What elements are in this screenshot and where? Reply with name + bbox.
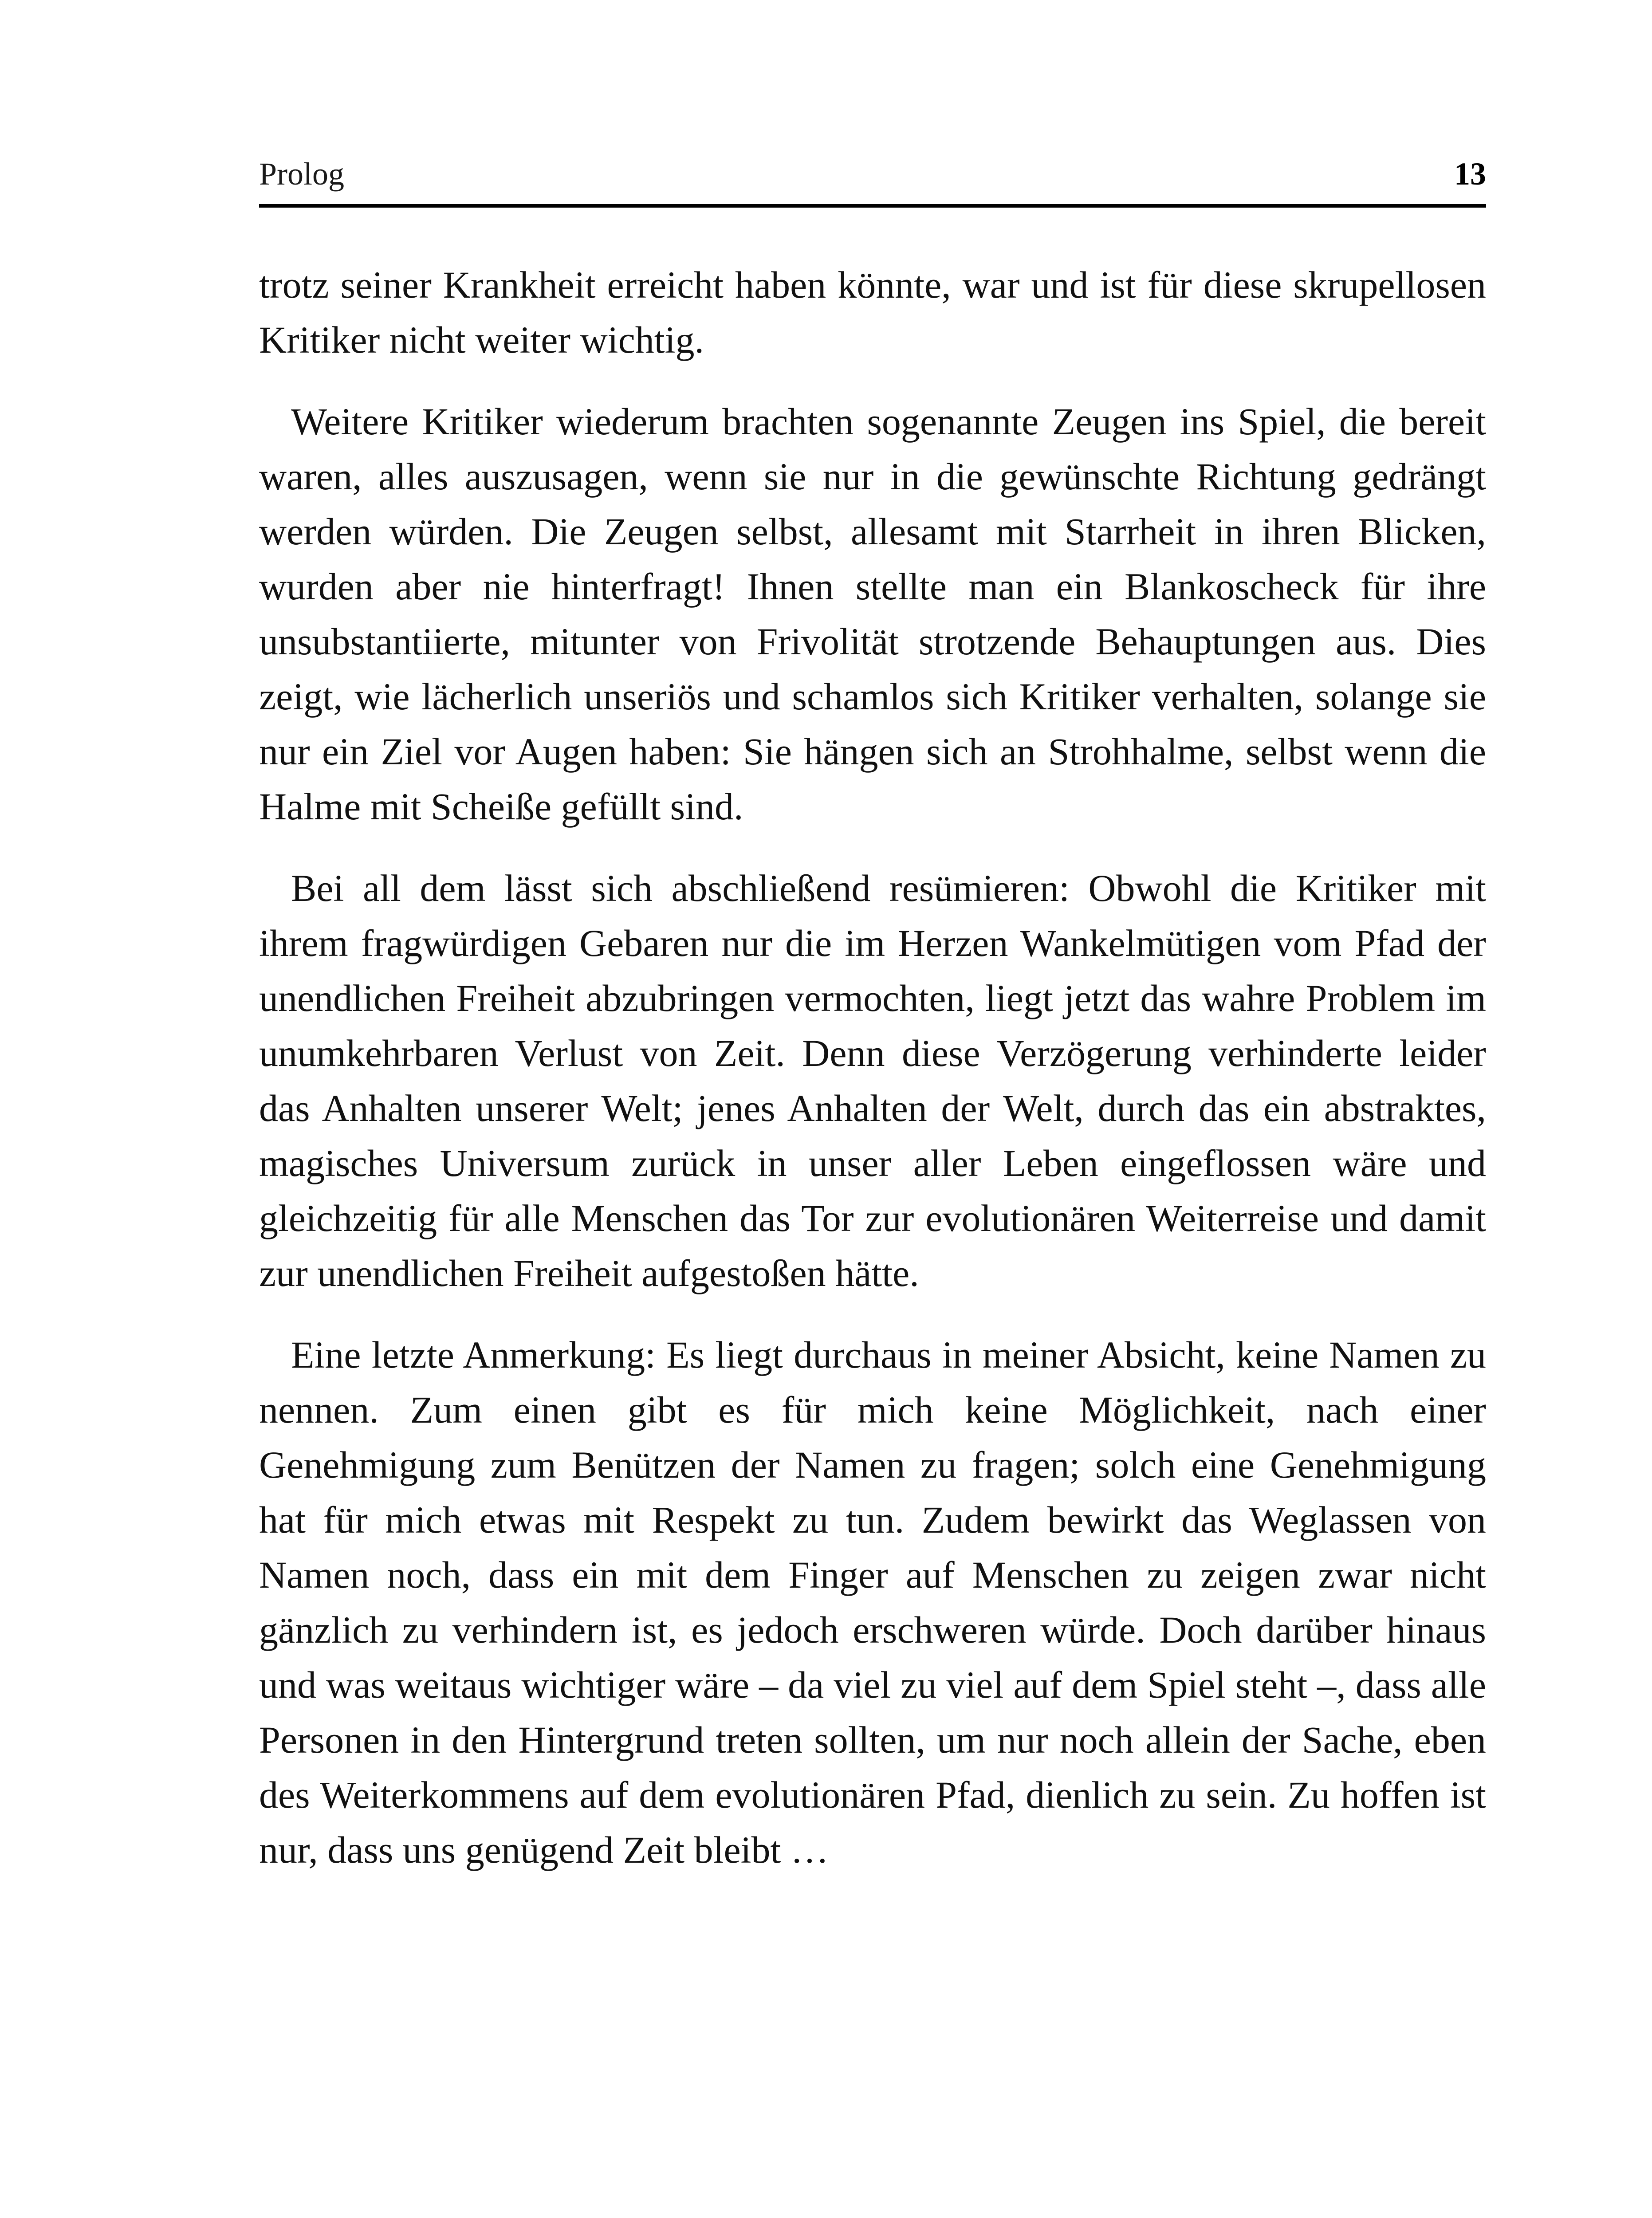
paragraph-4: Eine letzte Anmerkung: Es liegt durchaus in meiner Absicht, keine Namen zu nennen. Zum einen gibt es für mich keine Möglichkeit, nach einer Genehmigung zum Benützen der Namen zu fragen; solch eine Genehmigung hat für mich etwas mit Respekt zu tun. Zudem bewirkt das Weglassen von Namen noch, dass ein mit dem Finger auf Menschen zu zeigen zwar nicht gänzlich zu verhindern ist, es jedoch erschweren würde. Doch darüber hinaus und was weitaus wichtiger wäre – da viel zu viel auf dem Spiel steht –, dass alle Personen in den Hintergrund treten sollten, um nur noch allein der Sache, eben des Weiterkommens auf dem evolutionären Pfad, dienlich zu sein. Zu hoffen ist nur, dass uns genügend Zeit bleibt … [259,1333,1486,1871]
paragraph-3: Bei all dem lässt sich abschließend resümieren: Obwohl die Kritiker mit ihrem fragwürdigen Gebaren nur die im Herzen Wankelmütigen vom Pfad der unendlichen Freiheit abzubringen vermochten, liegt jetzt das wahre Problem im unumkehrbaren Verlust von Zeit. Denn diese Verzögerung verhinderte leider das Anhalten unserer Welt; jenes Anhalten der Welt, durch das ein abstraktes, magisches Universum zurück in unser aller Leben eingeflossen wäre und gleichzeitig für alle Menschen das Tor zur evolutionären Weiterreise und damit zur unendlichen Freiheit aufgestoßen hätte. [259,867,1486,1294]
running-title: Prolog [259,156,345,192]
paragraph-1: trotz seiner Krankheit erreicht haben könnte, war und ist für diese skrupellosen Kritiker nicht weiter wichtig. [259,263,1486,361]
body-text [259,257,1486,1904]
paragraph-2: Weitere Kritiker wiederum brachten sogenannte Zeugen ins Spiel, die bereit waren, alles auszusagen, wenn sie nur in die gewünschte Richtung gedrängt werden würden. Die Zeugen selbst, allesamt mit Starrheit in ihren Blicken, wurden aber nie hinterfragt! Ihnen stellte man ein Blankoscheck für ihre unsubstantiierte, mitunter von Frivolität strotzende Behauptungen aus. Dies zeigt, wie lächerlich unseriös und schamlos sich Kritiker verhalten, solange sie nur ein Ziel vor Augen haben: Sie hängen sich an Strohhalme, selbst wenn die Halme mit Scheiße gefüllt sind. [259,400,1486,828]
page-number: 13 [1454,156,1486,192]
running-header [259,152,1486,208]
